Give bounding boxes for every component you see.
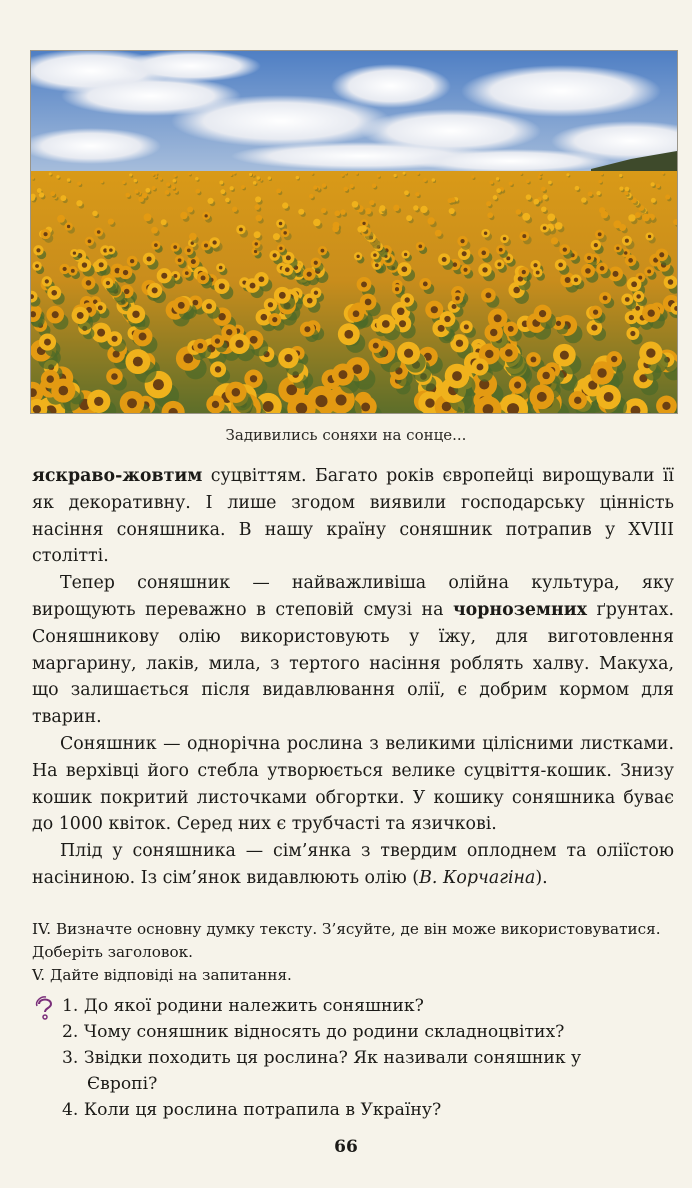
sunflower-field-photo (30, 50, 678, 414)
question-item (32, 1019, 674, 1045)
author-name: В. Корчагіна (419, 867, 536, 888)
question-text: Звідки походить ця рослина? Як називали соняшник у (83, 1048, 582, 1068)
main-text (32, 463, 674, 892)
question-number: 4. (62, 1100, 79, 1120)
bold-term: яскраво-жовтим (32, 466, 203, 486)
question-number: 3. (62, 1048, 79, 1068)
task-iv: IV. Визначте основну думку тексту. З’ясуйте, де він може використовуватися. Доберіть заголовок. (32, 920, 661, 961)
sunflower-field-image (31, 51, 677, 413)
question-text: Коли ця рослина потрапила в Україну? (83, 1100, 442, 1120)
question-continuation: Європі? (87, 1074, 158, 1094)
paragraph-4-end: ). (535, 867, 548, 888)
question-text: Чому соняшник відносять до родини складноцвітих? (83, 1022, 565, 1042)
tasks (32, 918, 674, 987)
paragraph-3: Соняшник — однорічна рослина з великими цілісними листками. На верхівці його стебла утворюється велике суцвіття-кошик. Знизу кошик покритий листочками обгортки. У кошику соняшника буває до 1000 квіток. Серед них є трубчасті та язичкові. (32, 733, 674, 835)
task-v: V. Дайте відповіді на запитання. (32, 966, 292, 984)
question-text: До якої родини належить соняшник? (83, 996, 424, 1016)
question-item (32, 1097, 674, 1123)
questions-list (32, 993, 674, 1123)
paragraph-4-text: Плід у соняшника — сім’янка з твердим оплоднем та оліїстою насіниною. Із сім’янок видавлюють олію ( (32, 841, 674, 888)
bold-term: чорноземних (452, 599, 588, 620)
question-item (32, 993, 674, 1019)
paragraph-1-text: суцвіттям. Багато років європейці вирощували її як декоративну. І лише згодом виявили господарську цінність насіння соняшника. В нашу країну соняшник потрапив у XVIII столітті. (32, 466, 674, 567)
question-number: 2. (62, 1022, 79, 1042)
paragraph-2 (32, 570, 674, 731)
paragraph-1 (32, 463, 674, 570)
question-item (32, 1045, 674, 1071)
paragraph-2-text-b: ґрунтах. Соняшникову олію використовують у їжу, для виготовлення маргарину, лаків, мила, з тертого насіння роблять халву. Макуха, що залишається після видавлювання олії, є добрим кормом для тварин. (32, 599, 674, 728)
paragraph-2-text-a: Тепер соняшник — найважливіша олійна культура, яку вирощують переважно в степовій смузі на (32, 573, 674, 620)
question-number: 1. (62, 996, 79, 1016)
page-number: 66 (334, 1137, 358, 1157)
photo-caption: Задивились соняхи на сонце... (225, 426, 467, 444)
paragraph-4 (32, 838, 674, 892)
